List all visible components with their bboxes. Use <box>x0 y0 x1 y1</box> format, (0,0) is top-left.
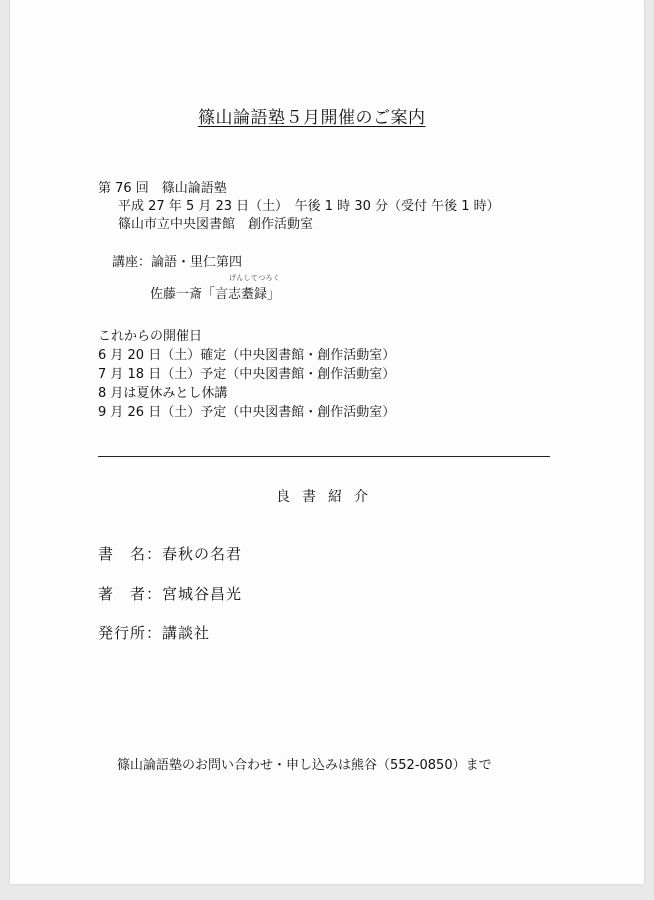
meeting-date: 平成 27 年 5 月 23 日（土） 午後 1 時 30 分（受付 午後 1 時） <box>118 199 500 214</box>
contact-footer: 篠山論語塾のお問い合わせ・申し込みは熊谷（552-0850）まで <box>117 758 492 773</box>
divider <box>98 456 550 457</box>
book-publisher: 発行所：講談社 <box>98 624 211 642</box>
schedule-heading: これからの開催日 <box>98 329 203 344</box>
page-title: 篠山論語塾５月開催のご案内 <box>198 108 426 128</box>
book-author: 著 者：宮城谷昌光 <box>98 585 243 603</box>
lecture-ruby: げんしてつろく <box>229 274 281 282</box>
book-title: 書 名：春秋の名君 <box>98 545 243 563</box>
schedule-item: 8 月は夏休みとし休講 <box>98 386 228 401</box>
lecture-topic: 講座：論語・里仁第四 <box>112 255 243 270</box>
meeting-number: 第 76 回 篠山論語塾 <box>98 181 227 196</box>
book-section-heading: 良書紹介 <box>276 489 380 505</box>
document-page <box>10 0 644 884</box>
schedule-item: 7 月 18 日（土）予定（中央図書館・創作活動室） <box>98 367 396 382</box>
schedule-item: 6 月 20 日（土）確定（中央図書館・創作活動室） <box>98 348 396 363</box>
lecture-sub-topic: 佐藤一斎「言志耋録」 <box>150 287 281 302</box>
meeting-venue: 篠山市立中央図書館 創作活動室 <box>118 217 314 232</box>
schedule-item: 9 月 26 日（土）予定（中央図書館・創作活動室） <box>98 405 396 420</box>
